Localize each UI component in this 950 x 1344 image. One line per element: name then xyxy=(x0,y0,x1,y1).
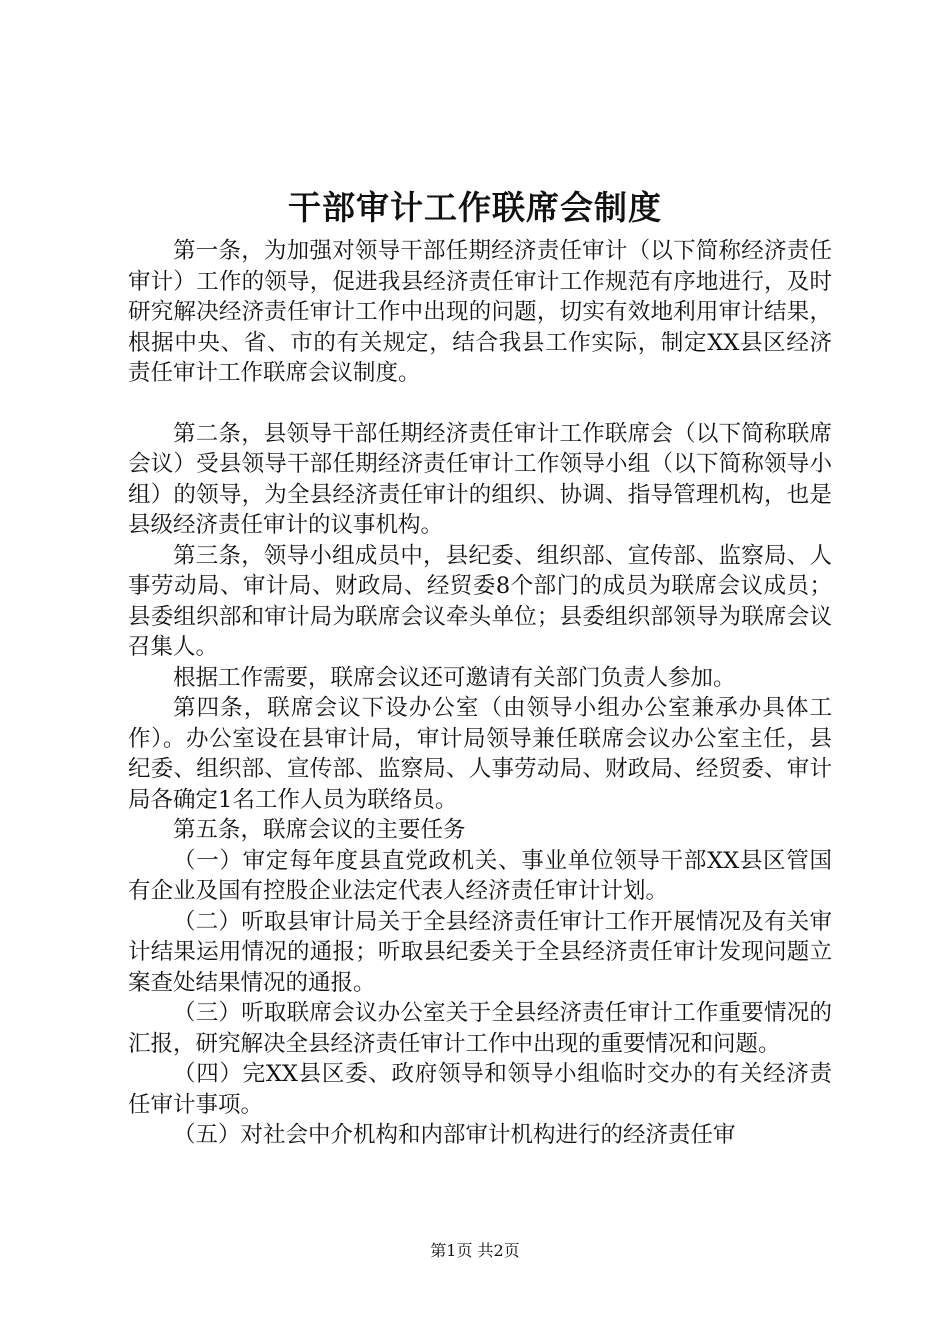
paragraph-article-4: 第四条，联席会议下设办公室（由领导小组办公室兼承办具体工作）。办公室设在县审计局，审计局领导兼任联席会议办公室主任，县纪委、组织部、宣传部、监察局、人事劳动局、财政局、经贸委、审计局各确定1名工作人员为联络员。 xyxy=(128,695,832,813)
page-footer: 第1页 共2页 xyxy=(430,1241,520,1260)
paragraph-invite-note: 根据工作需要，联席会议还可邀请有关部门负责人参加。 xyxy=(173,664,736,691)
document-title: 干部审计工作联席会制度 xyxy=(288,188,662,227)
paragraph-article-3: 第三条，领导小组成员中，县纪委、组织部、宣传部、监察局、人事劳动局、审计局、财政局、经贸委8个部门的成员为联席会议成员；县委组织部和审计局为联席会议牵头单位；县委组织部领导为联席会议召集人。 xyxy=(128,542,832,660)
paragraph-task-3: （三）听取联席会议办公室关于全县经济责任审计工作重要情况的汇报，研究解决全县经济责任审计工作中出现的重要情况和问题。 xyxy=(128,1000,832,1057)
document-body xyxy=(128,236,832,1151)
paragraph-task-2: （二）听取县审计局关于全县经济责任审计工作开展情况及有关审计结果运用情况的通报；听取县纪委关于全县经济责任审计发现问题立案查处结果情况的通报。 xyxy=(128,908,832,996)
paragraph-article-5: 第五条，联席会议的主要任务 xyxy=(173,817,466,843)
paragraph-article-2: 第二条，县领导干部任期经济责任审计工作联席会（以下简称联席会议）受县领导干部任期经济责任审计工作领导小组（以下简称领导小组）的领导，为全县经济责任审计的组织、协调、指导管理机构，也是县级经济责任审计的议事机构。 xyxy=(128,420,832,538)
paragraph-task-4: （四）完XX县区委、政府领导和领导小组临时交办的有关经济责任审计事项。 xyxy=(128,1061,832,1118)
paragraph-article-1: 第一条，为加强对领导干部任期经济责任审计（以下简称经济责任审计）工作的领导，促进我县经济责任审计工作规范有序地进行，及时研究解决经济责任审计工作中出现的问题，切实有效地利用审计结果，根据中央、省、市的有关规定，结合我县工作实际，制定XX县区经济责任审计工作联席会议制度。 xyxy=(128,238,832,386)
paragraph-task-5: （五）对社会中介机构和内部审计机构进行的经济责任审 xyxy=(173,1122,736,1148)
paragraph-task-1: （一）审定每年度县直党政机关、事业单位领导干部XX县区管国有企业及国有控股企业法定代表人经济责任审计计划。 xyxy=(128,847,832,904)
